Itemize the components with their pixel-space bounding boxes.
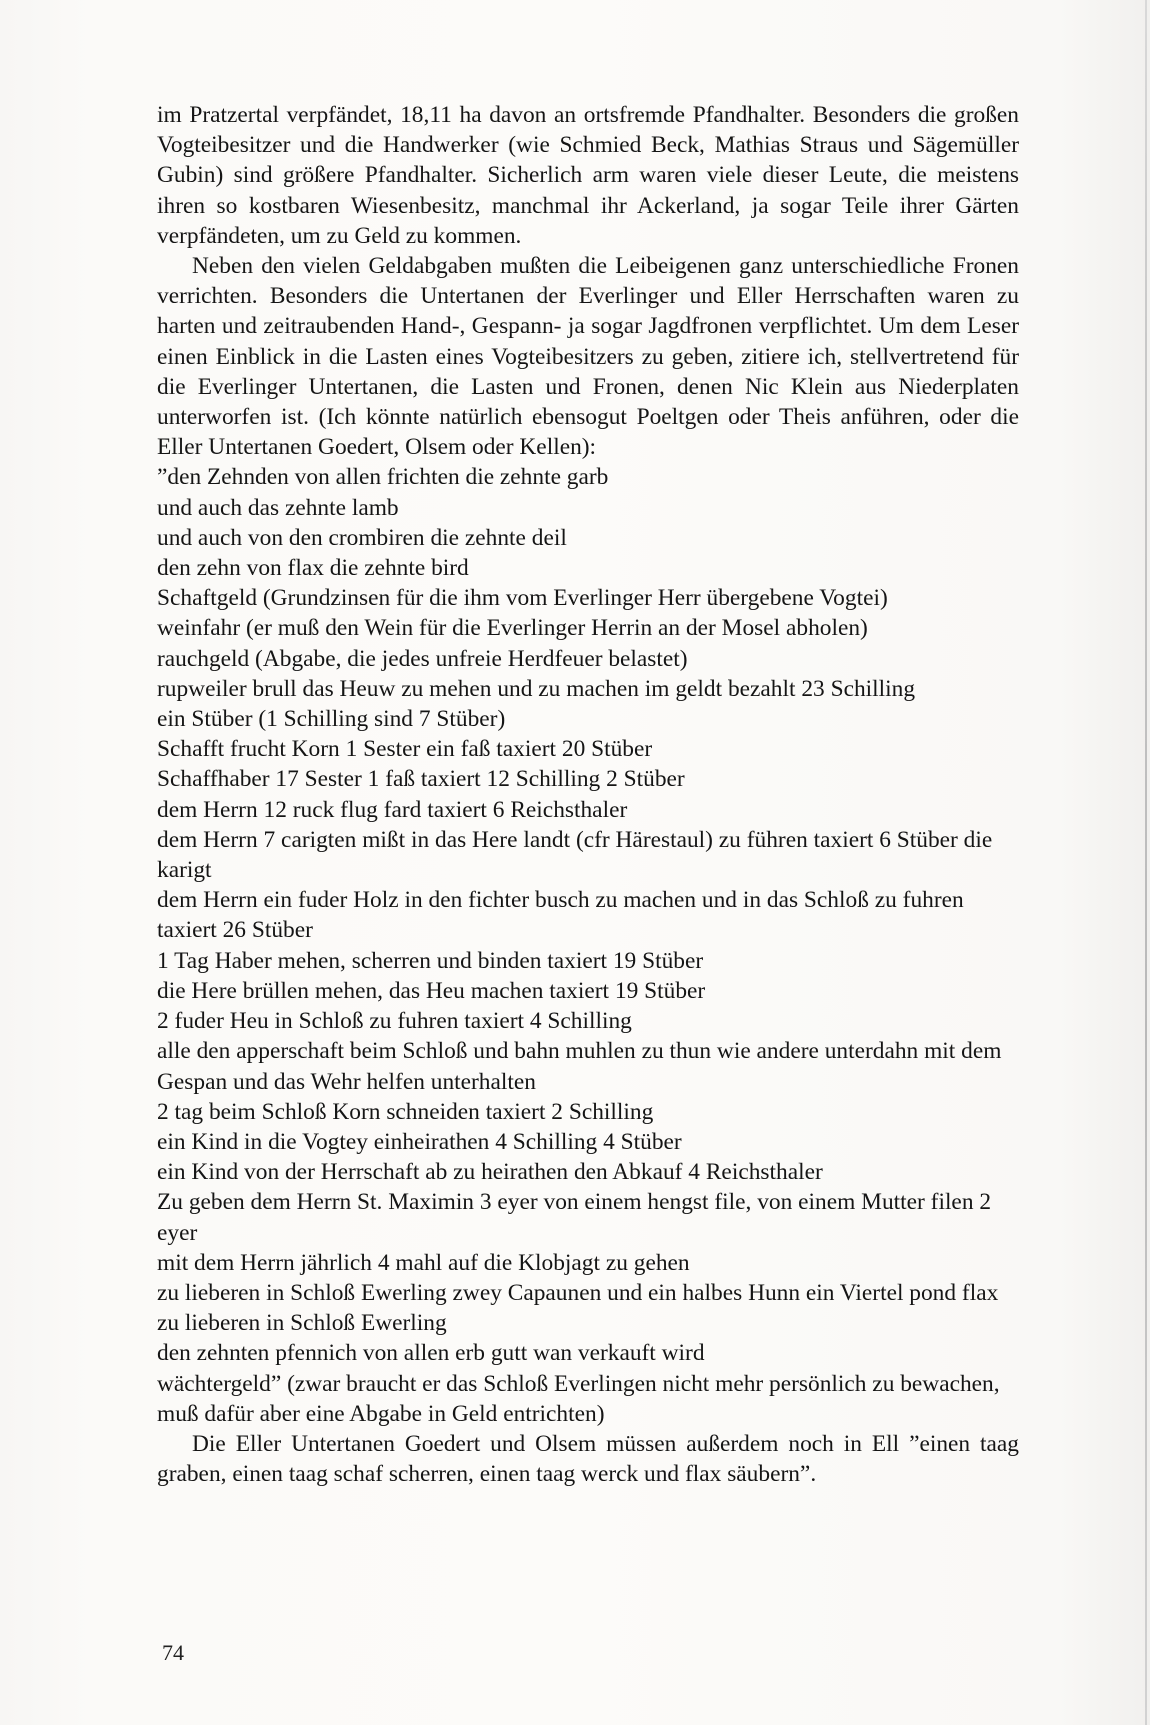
body-text bbox=[157, 100, 1019, 1489]
quote-line: ein Kind in die Vogtey einheirathen 4 Schilling 4 Stüber bbox=[157, 1128, 682, 1155]
quote-line: den zehn von flax die zehnte bird bbox=[157, 555, 469, 582]
quote-line: Schaftgeld (Grundzinsen für die ihm vom Everlinger Herr übergebene Vogtei) bbox=[157, 585, 888, 612]
paragraph-pfandhalter: im Pratzertal verpfändet, 18,11 ha davon an ortsfremde Pfandhalter. Besonders die großen Vogteibesitzer und die Handwerker (wie Schmied Beck, Mathias Straus und Sägemüller Gubin) sind größere Pfandhalter. Sicherlich arm waren viele dieser Leute, die meistens ihren so kostbaren Wiesenbesitz, manchmal ihr Ackerland, ja sogar Teile ihrer Gärten verpfändeten, um zu Geld zu kommen. bbox=[157, 102, 1019, 249]
quote-line: ”den Zehnden von allen frichten die zehnte garb bbox=[157, 464, 609, 491]
quote-line: rauchgeld (Abgabe, die jedes unfreie Herdfeuer belastet) bbox=[157, 645, 688, 672]
quote-line: Schafft frucht Korn 1 Sester ein faß taxiert 20 Stüber bbox=[157, 736, 653, 763]
quote-line: weinfahr (er muß den Wein für die Everlinger Herrin an der Mosel abholen) bbox=[157, 615, 868, 642]
paragraph-eller-untertanen: Die Eller Untertanen Goedert und Olsem müssen außerdem noch in Ell ”einen taag graben, einen taag schaf scherren, einen taag werck und flax säubern”. bbox=[157, 1430, 1019, 1488]
quote-line: mit dem Herrn jährlich 4 mahl auf die Klobjagt zu gehen bbox=[157, 1249, 690, 1276]
quote-line: zu lieberen in Schloß Ewerling zwey Capaunen und ein halbes Hunn ein Viertel pond flax zu lieberen in Schloß Ewerling bbox=[157, 1279, 999, 1337]
quote-line: Zu geben dem Herrn St. Maximin 3 eyer von einem hengst file, von einem Mutter filen 2 eyer bbox=[157, 1189, 992, 1246]
quote-line: und auch das zehnte lamb bbox=[157, 494, 399, 521]
quote-line: Schaffhaber 17 Sester 1 faß taxiert 12 Schilling 2 Stüber bbox=[157, 766, 685, 793]
quote-line: wächtergeld” (zwar braucht er das Schloß Everlingen nicht mehr persönlich zu bewachen, muß dafür aber eine Abgabe in Geld entrichten) bbox=[157, 1370, 1000, 1427]
quote-line: rupweiler brull das Heuw zu mehen und zu machen im geldt bezahlt 23 Schilling bbox=[157, 675, 916, 702]
quote-line: 2 tag beim Schloß Korn schneiden taxiert 2 Schilling bbox=[157, 1098, 654, 1125]
quoted-obligations-list bbox=[157, 462, 1019, 1429]
page-edge-shadow bbox=[1145, 0, 1147, 1725]
quote-line: dem Herrn 7 carigten mißt in das Here landt (cfr Härestaul) zu führen taxiert 6 Stüber die karigt bbox=[157, 826, 993, 884]
quote-line: die Here brüllen mehen, das Heu machen taxiert 19 Stüber bbox=[157, 977, 706, 1004]
quote-line: ein Stüber (1 Schilling sind 7 Stüber) bbox=[157, 706, 506, 733]
quote-line: den zehnten pfennich von allen erb gutt wan verkauft wird bbox=[157, 1340, 705, 1367]
paragraph-fronen: Neben den vielen Geldabgaben mußten die Leibeigenen ganz unterschiedliche Fronen verrichten. Besonders die Untertanen der Everlinger und Eller Herrschaften waren zu harten und zeitraubenden Hand-, Gespann- ja sogar Jagdfronen verpflichtet. Um dem Leser einen Einblick in die Lasten eines Vogteibesitzers zu geben, zitiere ich, stellvertretend für die Everlinger Untertanen, die Lasten und Fronen, denen Nic Klein aus Niederplaten unterworfen ist. (Ich könnte natürlich ebensogut Poeltgen oder Theis anführen, oder die Eller Untertanen Goedert, Olsem oder Kellen): bbox=[157, 253, 1019, 461]
page-number: 74 bbox=[162, 1640, 184, 1665]
quote-line: alle den apperschaft beim Schloß und bahn muhlen zu thun wie andere unterdahn mit dem Gespan und das Wehr helfen unterhalten bbox=[157, 1038, 1002, 1095]
quote-line: dem Herrn 12 ruck flug fard taxiert 6 Reichsthaler bbox=[157, 796, 628, 823]
quote-line: und auch von den crombiren die zehnte deil bbox=[157, 524, 567, 551]
quote-line: 1 Tag Haber mehen, scherren und binden taxiert 19 Stüber bbox=[157, 947, 704, 974]
quote-line: ein Kind von der Herrschaft ab zu heirathen den Abkauf 4 Reichsthaler bbox=[157, 1159, 823, 1186]
quote-line: 2 fuder Heu in Schloß zu fuhren taxiert 4 Schilling bbox=[157, 1008, 632, 1035]
quote-line: dem Herrn ein fuder Holz in den fichter busch zu machen und in das Schloß zu fuhren taxiert 26 Stüber bbox=[157, 887, 964, 944]
